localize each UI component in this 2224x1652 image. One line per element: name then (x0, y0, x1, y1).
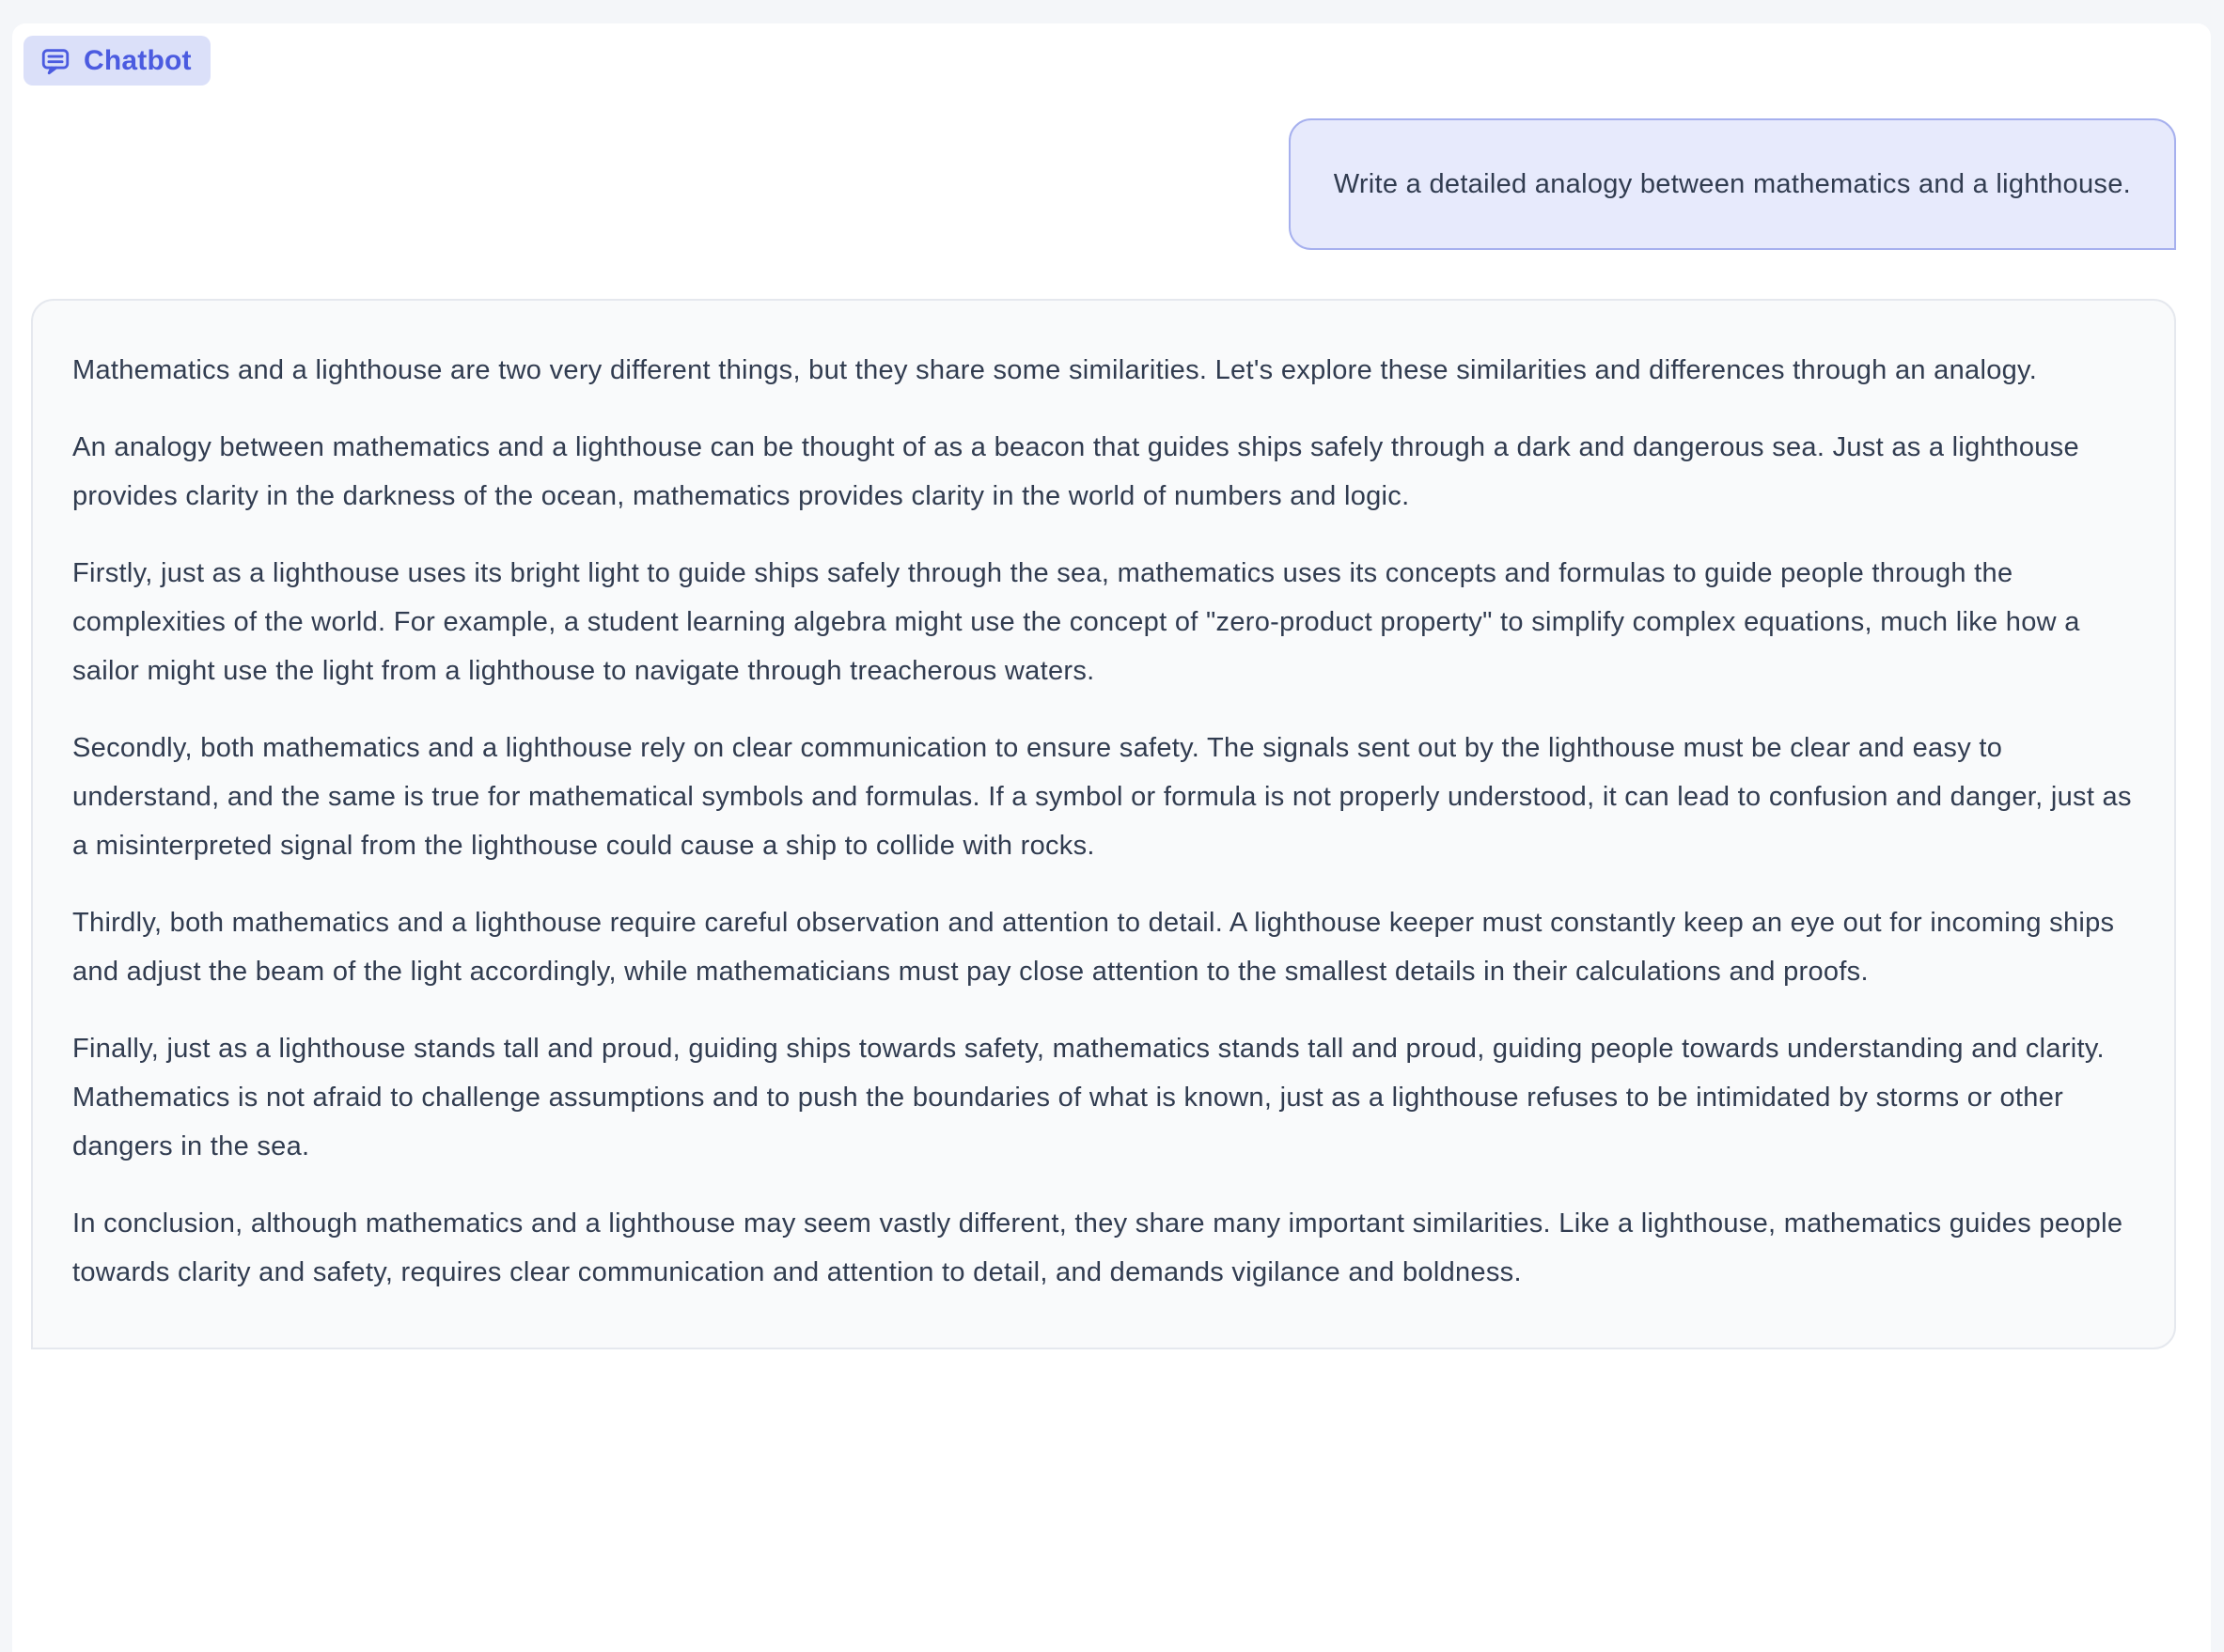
chat-bubble-icon (39, 45, 71, 77)
bot-message-paragraph: Mathematics and a lighthouse are two very different things, but they share some similarities. Let's explore these similarities and differences through an analogy. (72, 355, 2038, 385)
chatbot-label-text: Chatbot (84, 45, 192, 76)
chatbot-label (23, 36, 211, 86)
bot-message-row (31, 299, 2176, 1349)
bot-message-paragraph: An analogy between mathematics and a lighthouse can be thought of as a beacon that guides ships safely through a dark and dangerous sea. Just as a lighthouse provides clarity in the darkness of the ocean, mathematics provides clarity in the world of numbers and logic. (72, 432, 2079, 511)
message-list[interactable] (12, 97, 2211, 1652)
user-message-row (31, 118, 2176, 250)
user-message-text: Write a detailed analogy between mathematics and a lighthouse. (1333, 169, 2131, 199)
bot-message-paragraph: Thirdly, both mathematics and a lighthouse require careful observation and attention to detail. A lighthouse keeper must constantly keep an eye out for incoming ships and adjust the beam of the light accordingly, while mathematicians must pay close attention to the smallest details in their calculations and proofs. (72, 908, 2115, 987)
bot-message-paragraph: Firstly, just as a lighthouse uses its bright light to guide ships safely through the sea, mathematics uses its concepts and formulas to guide people through the complexities of the world. For example, a student learning algebra might use the concept of "zero-product property" to simplify complex equations, much like how a sailor might use the light from a lighthouse to navigate through treacherous waters. (72, 558, 2080, 686)
bot-message-paragraph: Finally, just as a lighthouse stands tall and proud, guiding ships towards safety, mathematics stands tall and proud, guiding people towards understanding and clarity. Mathematics is not afraid to challenge assumptions and to push the boundaries of what is known, just as a lighthouse refuses to be intimidated by storms or other dangers in the sea. (72, 1034, 2105, 1161)
user-message-bubble (1289, 118, 2176, 250)
bot-message-paragraph: In conclusion, although mathematics and a lighthouse may seem vastly different, they share many important similarities. Like a lighthouse, mathematics guides people towards clarity and safety, requires clear communication and attention to detail, and demands vigilance and boldness. (72, 1208, 2123, 1287)
bot-message-bubble (31, 299, 2176, 1349)
bot-message-paragraph: Secondly, both mathematics and a lighthouse rely on clear communication to ensure safety. The signals sent out by the lighthouse must be clear and easy to understand, and the same is true for mathematical symbols and formulas. If a symbol or formula is not properly understood, it can lead to confusion and danger, just as a misinterpreted signal from the lighthouse could cause a ship to collide with rocks. (72, 733, 2132, 861)
chatbot-panel (12, 23, 2211, 1652)
